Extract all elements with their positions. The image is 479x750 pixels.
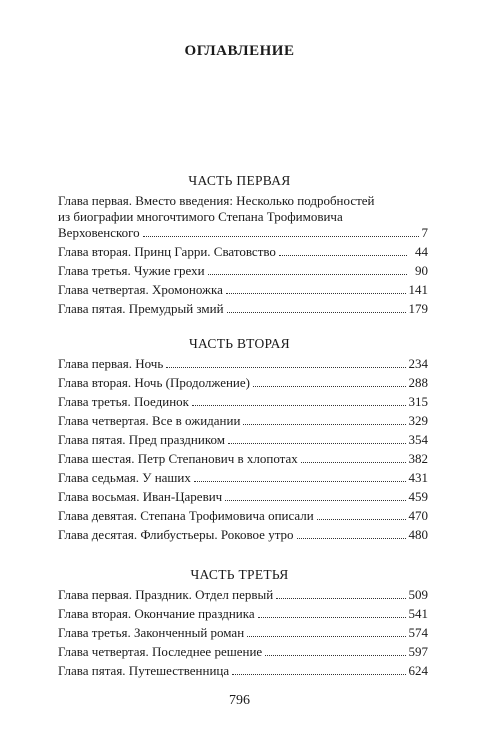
toc-entry-text: Глава пятая. Пред праздником bbox=[58, 432, 225, 447]
toc-page-number: 480 bbox=[408, 527, 428, 542]
toc-page-number: 509 bbox=[408, 587, 428, 602]
dot-leader bbox=[192, 395, 406, 406]
toc-entry[interactable] bbox=[58, 413, 428, 429]
toc-entry-line: из биографии многочтимого Степана Трофимовича bbox=[58, 209, 343, 224]
toc-entry[interactable] bbox=[58, 587, 428, 603]
toc-page-number: 329 bbox=[408, 413, 428, 428]
toc-entry-text: Глава третья. Законченный роман bbox=[58, 625, 245, 640]
toc-entry-text: Глава седьмая. У наших bbox=[58, 470, 191, 485]
toc-page-number: 315 bbox=[408, 394, 428, 409]
dot-leader bbox=[258, 607, 406, 618]
toc-entry[interactable] bbox=[58, 263, 428, 279]
part-heading-1: ЧАСТЬ ПЕРВАЯ bbox=[188, 173, 291, 188]
dot-leader bbox=[301, 452, 406, 463]
dot-leader bbox=[247, 626, 405, 637]
toc-entry-text: Глава пятая. Премудрый змий bbox=[58, 301, 224, 316]
dot-leader bbox=[243, 414, 405, 425]
page-title: ОГЛАВЛЕНИЕ bbox=[184, 43, 295, 59]
toc-entry[interactable] bbox=[58, 394, 428, 410]
toc-entry[interactable] bbox=[58, 244, 428, 260]
toc-entry[interactable] bbox=[58, 432, 428, 448]
toc-entry-text: Глава шестая. Петр Степанович в хлопотах bbox=[58, 451, 298, 466]
toc-page-number: 234 bbox=[408, 356, 428, 371]
toc-entry[interactable] bbox=[58, 606, 428, 622]
toc-entry[interactable] bbox=[58, 356, 428, 372]
toc-page-number: 574 bbox=[408, 625, 428, 640]
toc-entry-text: Глава четвертая. Хромоножка bbox=[58, 282, 223, 297]
dot-leader bbox=[227, 302, 406, 313]
dot-leader bbox=[253, 376, 406, 387]
part-heading-3: ЧАСТЬ ТРЕТЬЯ bbox=[190, 567, 289, 582]
dot-leader bbox=[297, 528, 406, 539]
toc-entry[interactable] bbox=[58, 508, 428, 524]
toc-page-number: 431 bbox=[408, 470, 428, 485]
toc-page-number: 7 bbox=[421, 225, 428, 240]
dot-leader bbox=[228, 433, 406, 444]
dot-leader bbox=[226, 283, 406, 294]
dot-leader bbox=[279, 245, 407, 256]
toc-page-number: 382 bbox=[408, 451, 428, 466]
part-3-entries bbox=[58, 587, 428, 679]
dot-leader bbox=[232, 664, 405, 675]
toc-entry-text: Глава восьмая. Иван-Царевич bbox=[58, 489, 223, 504]
toc-entry-text: Глава третья. Поединок bbox=[58, 394, 189, 409]
toc-entry[interactable] bbox=[58, 375, 428, 391]
dot-leader bbox=[143, 226, 419, 237]
toc-page-number: 90 bbox=[415, 263, 428, 278]
toc-page-number: 541 bbox=[408, 606, 428, 621]
toc-entry-multiline[interactable] bbox=[58, 193, 428, 241]
folio-page-number: 796 bbox=[229, 693, 250, 708]
toc-entry-text: Глава четвертая. Последнее решение bbox=[58, 644, 263, 659]
dot-leader bbox=[317, 509, 406, 520]
part-heading-2: ЧАСТЬ ВТОРАЯ bbox=[188, 336, 290, 351]
toc-entry-text: Глава девятая. Степана Трофимовича описали bbox=[58, 508, 314, 523]
toc-page-number: 624 bbox=[408, 663, 428, 678]
toc-entry-text: Глава пятая. Путешественница bbox=[58, 663, 230, 678]
toc-entry-text: Глава десятая. Флибустьеры. Роковое утро bbox=[58, 527, 294, 542]
toc-entry-text: Глава вторая. Принц Гарри. Сватовство bbox=[58, 244, 276, 259]
toc-entry[interactable] bbox=[58, 282, 428, 298]
toc-entry[interactable] bbox=[58, 451, 428, 467]
toc-entry-line: Верховенского bbox=[58, 225, 140, 240]
toc-page-number: 44 bbox=[415, 244, 428, 259]
toc-entry[interactable] bbox=[58, 489, 428, 505]
part-2-entries bbox=[58, 356, 428, 543]
dot-leader bbox=[194, 471, 406, 482]
toc-page-number: 459 bbox=[408, 489, 428, 504]
toc-entry[interactable] bbox=[58, 644, 428, 660]
toc-entry[interactable] bbox=[58, 470, 428, 486]
toc-page-number: 288 bbox=[408, 375, 428, 390]
toc-page-number: 354 bbox=[408, 432, 428, 447]
toc-page-number: 179 bbox=[408, 301, 428, 316]
dot-leader bbox=[166, 357, 405, 368]
toc-page-number: 470 bbox=[408, 508, 428, 523]
dot-leader bbox=[265, 645, 405, 656]
toc-page-number: 141 bbox=[408, 282, 428, 297]
toc-entry-text: Глава вторая. Ночь (Продолжение) bbox=[58, 375, 250, 390]
toc-entry-text: Глава первая. Праздник. Отдел первый bbox=[58, 587, 274, 602]
toc-entry[interactable] bbox=[58, 663, 428, 679]
toc-entry-text: Глава третья. Чужие грехи bbox=[58, 263, 205, 278]
part-1-entries bbox=[58, 193, 428, 317]
toc-entry[interactable] bbox=[58, 625, 428, 641]
dot-leader bbox=[276, 588, 405, 599]
toc-entry[interactable] bbox=[58, 301, 428, 317]
dot-leader bbox=[225, 490, 405, 501]
toc-entry-text: Глава вторая. Окончание праздника bbox=[58, 606, 255, 621]
toc-page-number: 597 bbox=[408, 644, 428, 659]
toc-entry-text: Глава первая. Ночь bbox=[58, 356, 164, 371]
dot-leader bbox=[208, 264, 407, 275]
toc-entry-line: Глава первая. Вместо введения: Несколько подробностей bbox=[58, 193, 375, 208]
toc-entry-text: Глава четвертая. Все в ожидании bbox=[58, 413, 241, 428]
toc-entry[interactable] bbox=[58, 527, 428, 543]
